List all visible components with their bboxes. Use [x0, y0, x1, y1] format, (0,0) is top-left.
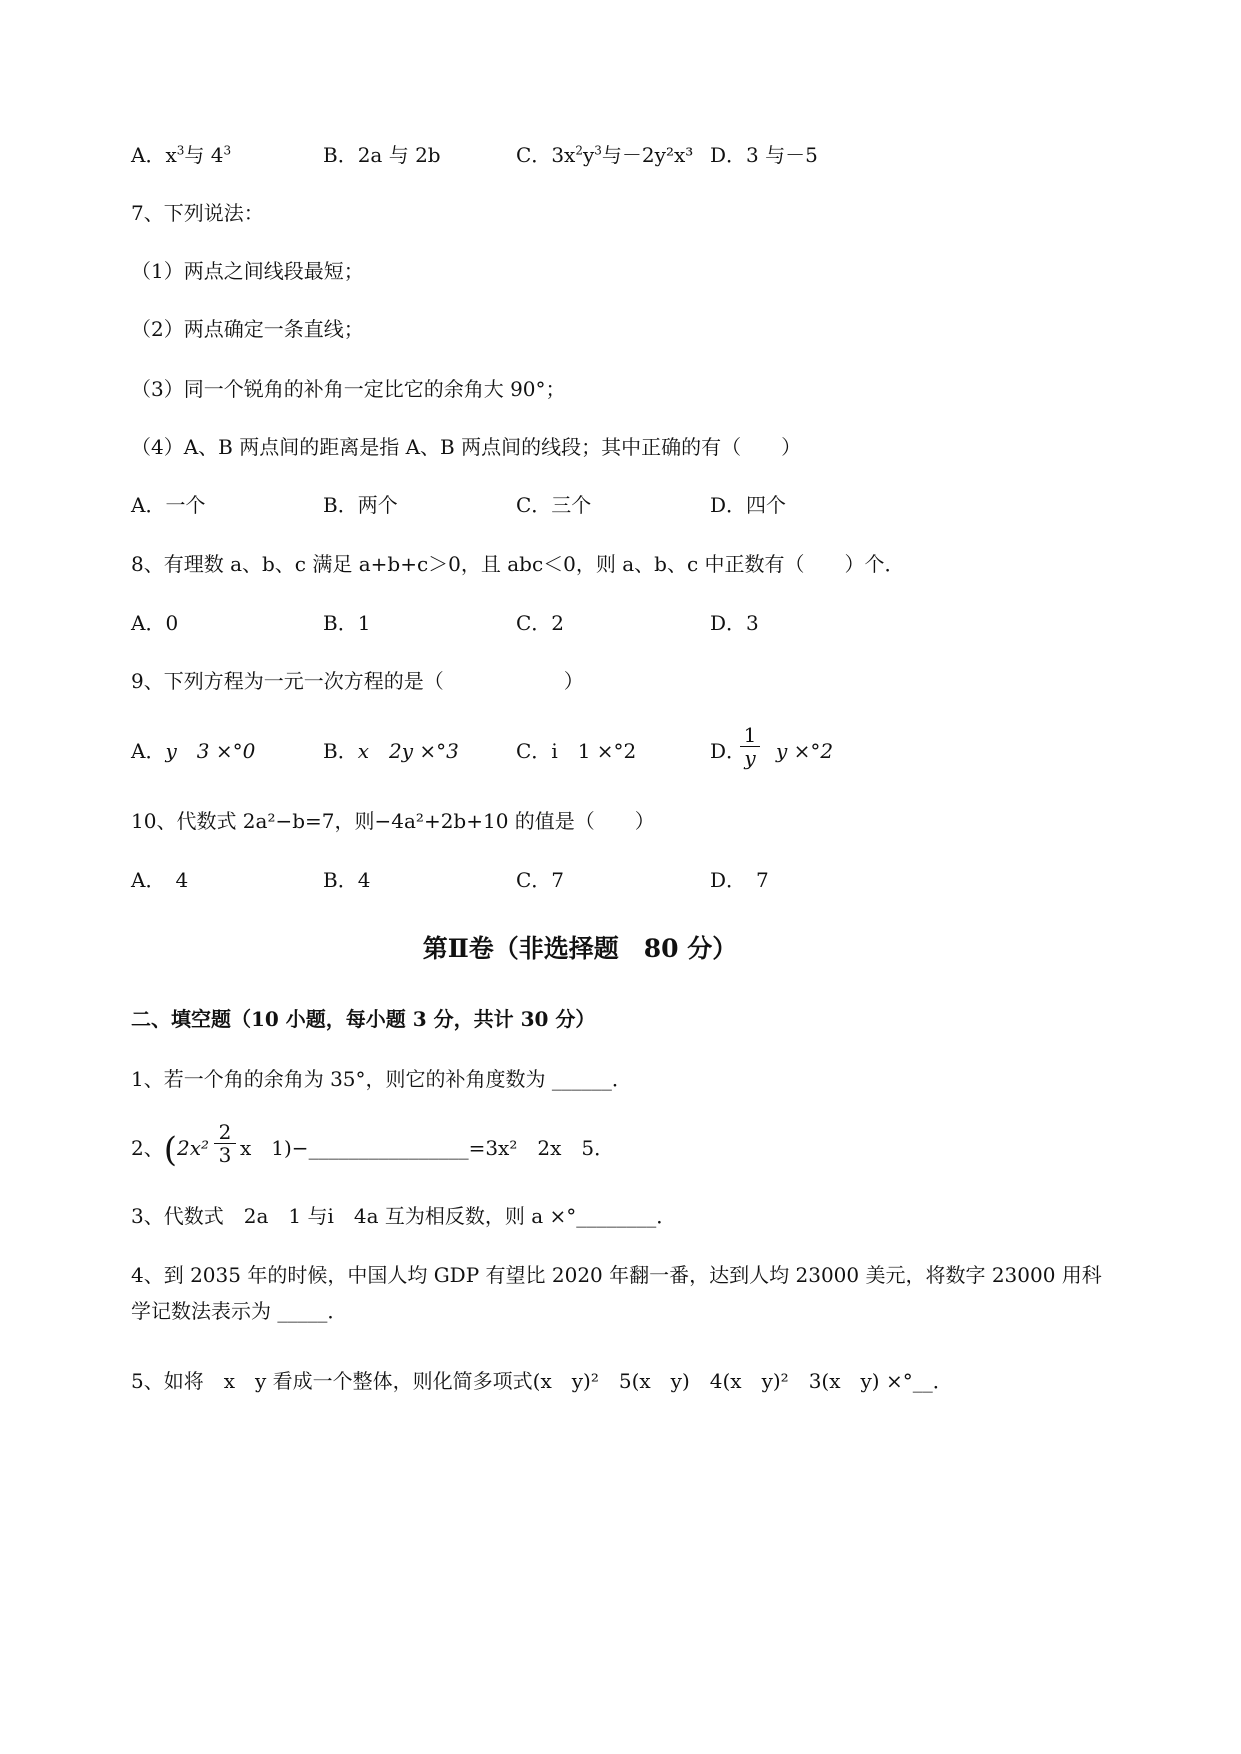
superscript: 3 — [223, 143, 232, 158]
q9-option-c — [516, 738, 636, 764]
option-text: x — [165, 143, 177, 167]
q10-stem: 10、代数式 2a²−b=7，则−4a²+2b+10 的值是（ ） — [131, 809, 655, 833]
q9-d-fraction — [740, 724, 760, 769]
q7-option-a: A．一个 — [131, 493, 206, 517]
q8-option-b: B．1 — [323, 611, 371, 635]
option-letter: A． — [131, 143, 166, 167]
q6-option-c — [516, 142, 693, 168]
q10-option-d: D． 7 — [710, 868, 769, 892]
fill-q1: 1、若一个角的余角为 35°，则它的补角度数为 ______． — [131, 1067, 632, 1091]
q8-option-c: C．2 — [516, 611, 565, 635]
option-letter: A． — [131, 739, 166, 763]
q6-option-d — [710, 142, 818, 168]
q8-option-a: A．0 — [131, 611, 179, 635]
fill-q2-rest: x 1)−________________=3x² 2x 5． — [240, 1136, 615, 1160]
option-letter: B． — [323, 739, 358, 763]
fraction-denominator: 3 — [218, 1143, 232, 1167]
option-letter: D． — [710, 739, 747, 763]
q6-option-a — [131, 142, 231, 168]
option-letter: C． — [516, 739, 552, 763]
superscript: 3 — [176, 143, 185, 158]
option-text: 3x — [551, 143, 576, 167]
q7-option-b: B．两个 — [323, 493, 398, 517]
section2-title: 二、填空题（10 小题，每小题 3 分，共计 30 分） — [131, 1007, 596, 1031]
q8-option-d: D．3 — [710, 611, 759, 635]
part2-title: 第Ⅱ卷（非选择题 80 分） — [422, 934, 738, 963]
fill-q3: 3、代数式 2a 1 与ⅰ 4a 互为相反数，则 a ×°________． — [131, 1204, 677, 1228]
option-letter: D． — [710, 143, 747, 167]
q7-statement-1: （1）两点之间线段最短； — [131, 259, 364, 283]
q7-option-d: D．四个 — [710, 493, 787, 517]
q7-statement-4: （4）A、B 两点间的距离是指 A、B 两点间的线段；其中正确的有（ ） — [131, 435, 802, 459]
q10-option-c: C．7 — [516, 868, 565, 892]
option-text: 与 4 — [184, 143, 224, 167]
q9-stem: 9、下列方程为一元一次方程的是（ ） — [131, 669, 584, 693]
option-expression: y 3 ×°0 — [165, 739, 256, 763]
fraction-numerator: 2 — [218, 1120, 232, 1144]
option-expression: ⅰ 1 ×°2 — [551, 739, 637, 763]
q2-term-1: 2x² — [177, 1136, 210, 1160]
fill-q4-line2: 学记数法表示为 _____． — [131, 1299, 348, 1323]
question-number: 2、 — [131, 1136, 164, 1160]
q7-statement-2: （2）两点确定一条直线； — [131, 317, 364, 341]
q8-stem: 8、有理数 a、b、c 满足 a+b+c＞0，且 abc＜0，则 a、b、c 中正数有（ ）个． — [131, 552, 905, 576]
q7-stem: 7、下列说法： — [131, 201, 264, 225]
q7-statement-3: （3）同一个锐角的补角一定比它的余角大 90°； — [131, 377, 566, 401]
option-expression: x 2y ×°3 — [357, 739, 459, 763]
q9-d-expression: y ×°2 — [776, 739, 834, 763]
q10-option-a: A． 4 — [131, 868, 189, 892]
fraction-numerator: 1 — [743, 723, 757, 747]
fill-q4-line1: 4、到 2035 年的时候，中国人均 GDP 有望比 2020 年翻一番，达到人均 23000 美元，将数字 23000 用科 — [131, 1263, 1102, 1287]
option-text: 2a 与 2b — [357, 143, 441, 167]
fill-q5: 5、如将 x y 看成一个整体，则化简多项式(x y)² 5(x y) 4(x y)² 3(x y) ×°__． — [131, 1369, 953, 1393]
q9-option-b — [323, 738, 459, 764]
option-letter: C． — [516, 143, 552, 167]
q10-option-b: B．4 — [323, 868, 371, 892]
fill-q2-fraction — [214, 1121, 236, 1166]
left-paren: ( — [163, 1130, 177, 1170]
option-text: 3 与－5 — [746, 143, 818, 167]
q9-option-a — [131, 738, 255, 764]
fraction-denominator: y — [744, 746, 756, 770]
option-letter: B． — [323, 143, 358, 167]
q6-option-b — [323, 142, 441, 168]
option-text: 与－2y²x³ — [601, 143, 694, 167]
superscript: 2 — [575, 143, 583, 158]
q7-option-c: C．三个 — [516, 493, 592, 517]
superscript: 3 — [594, 143, 602, 158]
option-text: y — [582, 143, 595, 167]
